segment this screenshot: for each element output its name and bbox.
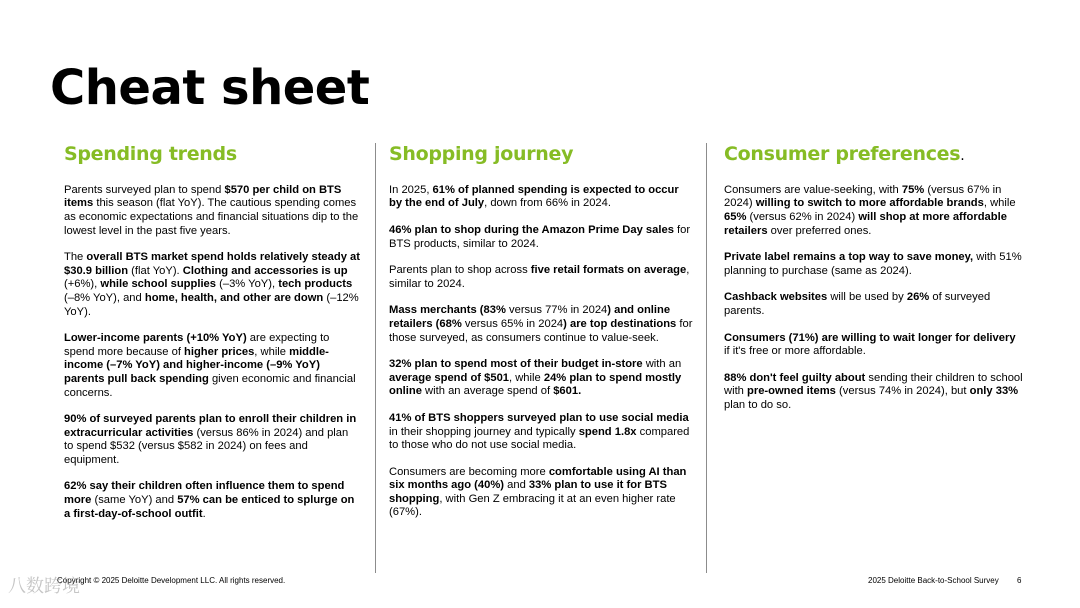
bold-run: average spend of $501	[389, 371, 510, 384]
bold-run: 90% of surveyed parents plan to enroll their children in extracurricular activities	[64, 413, 357, 439]
bold-run: home, health, and other are down	[144, 291, 324, 304]
text-run: (same YoY) and	[91, 494, 178, 507]
bold-run: 65%	[724, 210, 747, 223]
text-run: In 2025,	[389, 183, 433, 196]
body-paragraph	[724, 372, 1024, 413]
column-heading: Spending trends	[64, 143, 237, 165]
text-run: of surveyed parents.	[724, 291, 991, 317]
bold-run: Mass merchants (83%	[389, 304, 506, 317]
column-shopping-journey	[389, 143, 693, 575]
text-run: , while	[983, 197, 1016, 210]
body-paragraph	[724, 332, 1024, 359]
text-run: , with Gen Z embracing it at an even higher rate (67%).	[389, 492, 676, 519]
text-run: Parents plan to shop across	[389, 264, 531, 277]
text-run: (–12% YoY).	[64, 291, 359, 318]
bold-run: 62% say their children often influence them to spend more	[64, 480, 345, 507]
text-run: versus 77% in 2024	[505, 304, 608, 317]
page-number: 6	[1017, 576, 1022, 585]
bold-run: while school supplies	[100, 278, 217, 291]
heading-suffix: .	[960, 148, 965, 164]
bold-run: 61% of planned spending is expected to occur by the end of July	[389, 183, 679, 210]
body-paragraph	[64, 184, 360, 238]
bold-run: will shop at more affordable retailers	[724, 210, 1007, 237]
bold-run: tech products	[278, 278, 353, 291]
column-heading: Shopping journey	[389, 143, 574, 165]
bold-run: Private label remains a top way to save money,	[724, 251, 974, 264]
page-title: Cheat sheet	[50, 60, 370, 116]
text-run: with an average spend of	[421, 385, 554, 398]
footer-copyright: Copyright © 2025 Deloitte Development LLC. All rights reserved.	[57, 576, 286, 585]
columns-container	[0, 143, 1080, 575]
text-run: Parents surveyed plan to spend	[64, 183, 225, 196]
bold-run: 24% plan to spend mostly online	[389, 371, 682, 398]
body-paragraph	[389, 224, 693, 251]
footer-report-title: 2025 Deloitte Back-to-School Survey	[868, 576, 999, 585]
bold-run: 46% plan to shop during the Amazon Prime Day sales	[389, 223, 674, 236]
column-body	[724, 184, 1024, 413]
text-run: and	[504, 479, 529, 492]
text-run: will be used by	[827, 291, 907, 304]
bold-run: 41% of BTS shoppers surveyed plan to use social media	[389, 411, 689, 424]
bold-run: Clothing and accessories is up	[182, 264, 348, 277]
text-run: (flat YoY).	[128, 264, 183, 277]
bold-run: 57% can be enticed to splurge on a first-day-of-school outfit	[64, 494, 355, 520]
bold-run: ) and online retailers (68%	[389, 304, 671, 330]
body-paragraph	[724, 251, 1024, 278]
body-paragraph	[389, 466, 693, 520]
column-body	[389, 184, 693, 520]
text-run: plan to do so.	[724, 398, 792, 411]
text-run: given economic and financial concerns.	[64, 372, 356, 399]
watermark-logo: 八数跨境	[8, 576, 80, 597]
text-run: this season (flat YoY). The cautious spending comes as economic expectations and financial situations dip to the lowest level in the past five years.	[64, 197, 359, 237]
body-paragraph	[64, 480, 360, 521]
text-run: in their shopping journey and typically	[389, 425, 579, 438]
text-run: , while	[509, 371, 544, 384]
text-run: over preferred ones.	[767, 224, 872, 237]
body-paragraph	[389, 412, 693, 453]
column-heading	[724, 143, 1024, 166]
text-run: .	[202, 507, 206, 520]
bold-run: Lower-income parents (+10% YoY)	[64, 332, 247, 345]
bold-run: 32% plan to spend most of their budget in-store	[389, 358, 643, 371]
bold-run: Cashback websites	[724, 291, 828, 304]
bold-run: middle-income (–7% YoY) and higher-income (–9% YoY) parents pull back spending	[64, 345, 329, 385]
text-run: , down from 66% in 2024.	[484, 197, 611, 210]
bold-run: willing to switch to more affordable brands	[755, 197, 984, 210]
body-paragraph	[64, 251, 360, 319]
text-run: Consumers are becoming more	[389, 465, 549, 478]
text-run: The	[64, 251, 87, 264]
heading-text: Consumer preferences	[724, 143, 961, 165]
body-paragraph	[389, 304, 693, 345]
text-run: with an	[642, 358, 682, 371]
text-run: Consumers are value-seeking, with	[724, 183, 902, 196]
bold-run: overall BTS market spend holds relatively steady at $30.9 billion	[64, 251, 360, 277]
text-run: compared to those who do not use social media.	[389, 425, 690, 452]
text-run: if it's free or more affordable.	[724, 345, 866, 358]
text-run: (versus 67% in 2024)	[724, 183, 1002, 210]
bold-run: only 33%	[969, 385, 1019, 398]
column-consumer-preferences	[724, 143, 1024, 575]
text-run: (versus 74% in 2024), but	[835, 385, 970, 398]
bold-run: 26%	[906, 291, 930, 304]
body-paragraph	[724, 291, 1024, 318]
text-run: for those surveyed, as consumers continue to value-seek.	[389, 317, 693, 344]
text-run: versus 65% in 2024	[461, 317, 564, 330]
body-paragraph	[64, 413, 360, 467]
bold-run: higher prices	[184, 345, 255, 358]
body-paragraph	[389, 358, 693, 399]
column-spending-trends	[64, 143, 360, 575]
text-run: (–8% YoY), and	[64, 291, 145, 304]
bold-run: $570 per child on BTS items	[64, 183, 342, 210]
text-run: are expecting to spend more because of	[64, 332, 330, 358]
text-run: sending their children to school with	[724, 371, 1023, 398]
text-run: (–3% YoY),	[216, 278, 279, 291]
text-run: (versus 86% in 2024) and plan to spend $532 (versus $582 in 2024) on fees and equipment.	[64, 426, 349, 466]
bold-run: five retail formats on average	[530, 264, 687, 277]
text-run: (+6%),	[64, 278, 101, 291]
text-run: , while	[254, 345, 290, 358]
body-paragraph	[389, 184, 693, 211]
bold-run: 75%	[901, 183, 925, 196]
text-run: with 51% planning to purchase (same as 2024).	[724, 251, 1022, 277]
bold-run: pre-owned items	[747, 385, 836, 398]
bold-run: Consumers (71%) are willing to wait longer for delivery	[724, 331, 1016, 344]
bold-run: $601.	[553, 385, 582, 398]
text-run: for BTS products, similar to 2024.	[389, 223, 691, 250]
bold-run: 33% plan to use it for BTS shopping	[389, 479, 667, 505]
text-run: , similar to 2024.	[389, 264, 690, 290]
text-run: (versus 62% in 2024)	[746, 210, 859, 223]
bold-run: 88% don't feel guilty about	[724, 371, 866, 384]
body-paragraph	[724, 184, 1024, 238]
bold-run: ) are top destinations	[563, 317, 677, 330]
body-paragraph	[389, 264, 693, 291]
body-paragraph	[64, 332, 360, 400]
bold-run: spend 1.8x	[578, 425, 637, 438]
column-body	[64, 184, 360, 521]
bold-run: comfortable using AI than six months ago (40%)	[389, 465, 687, 492]
